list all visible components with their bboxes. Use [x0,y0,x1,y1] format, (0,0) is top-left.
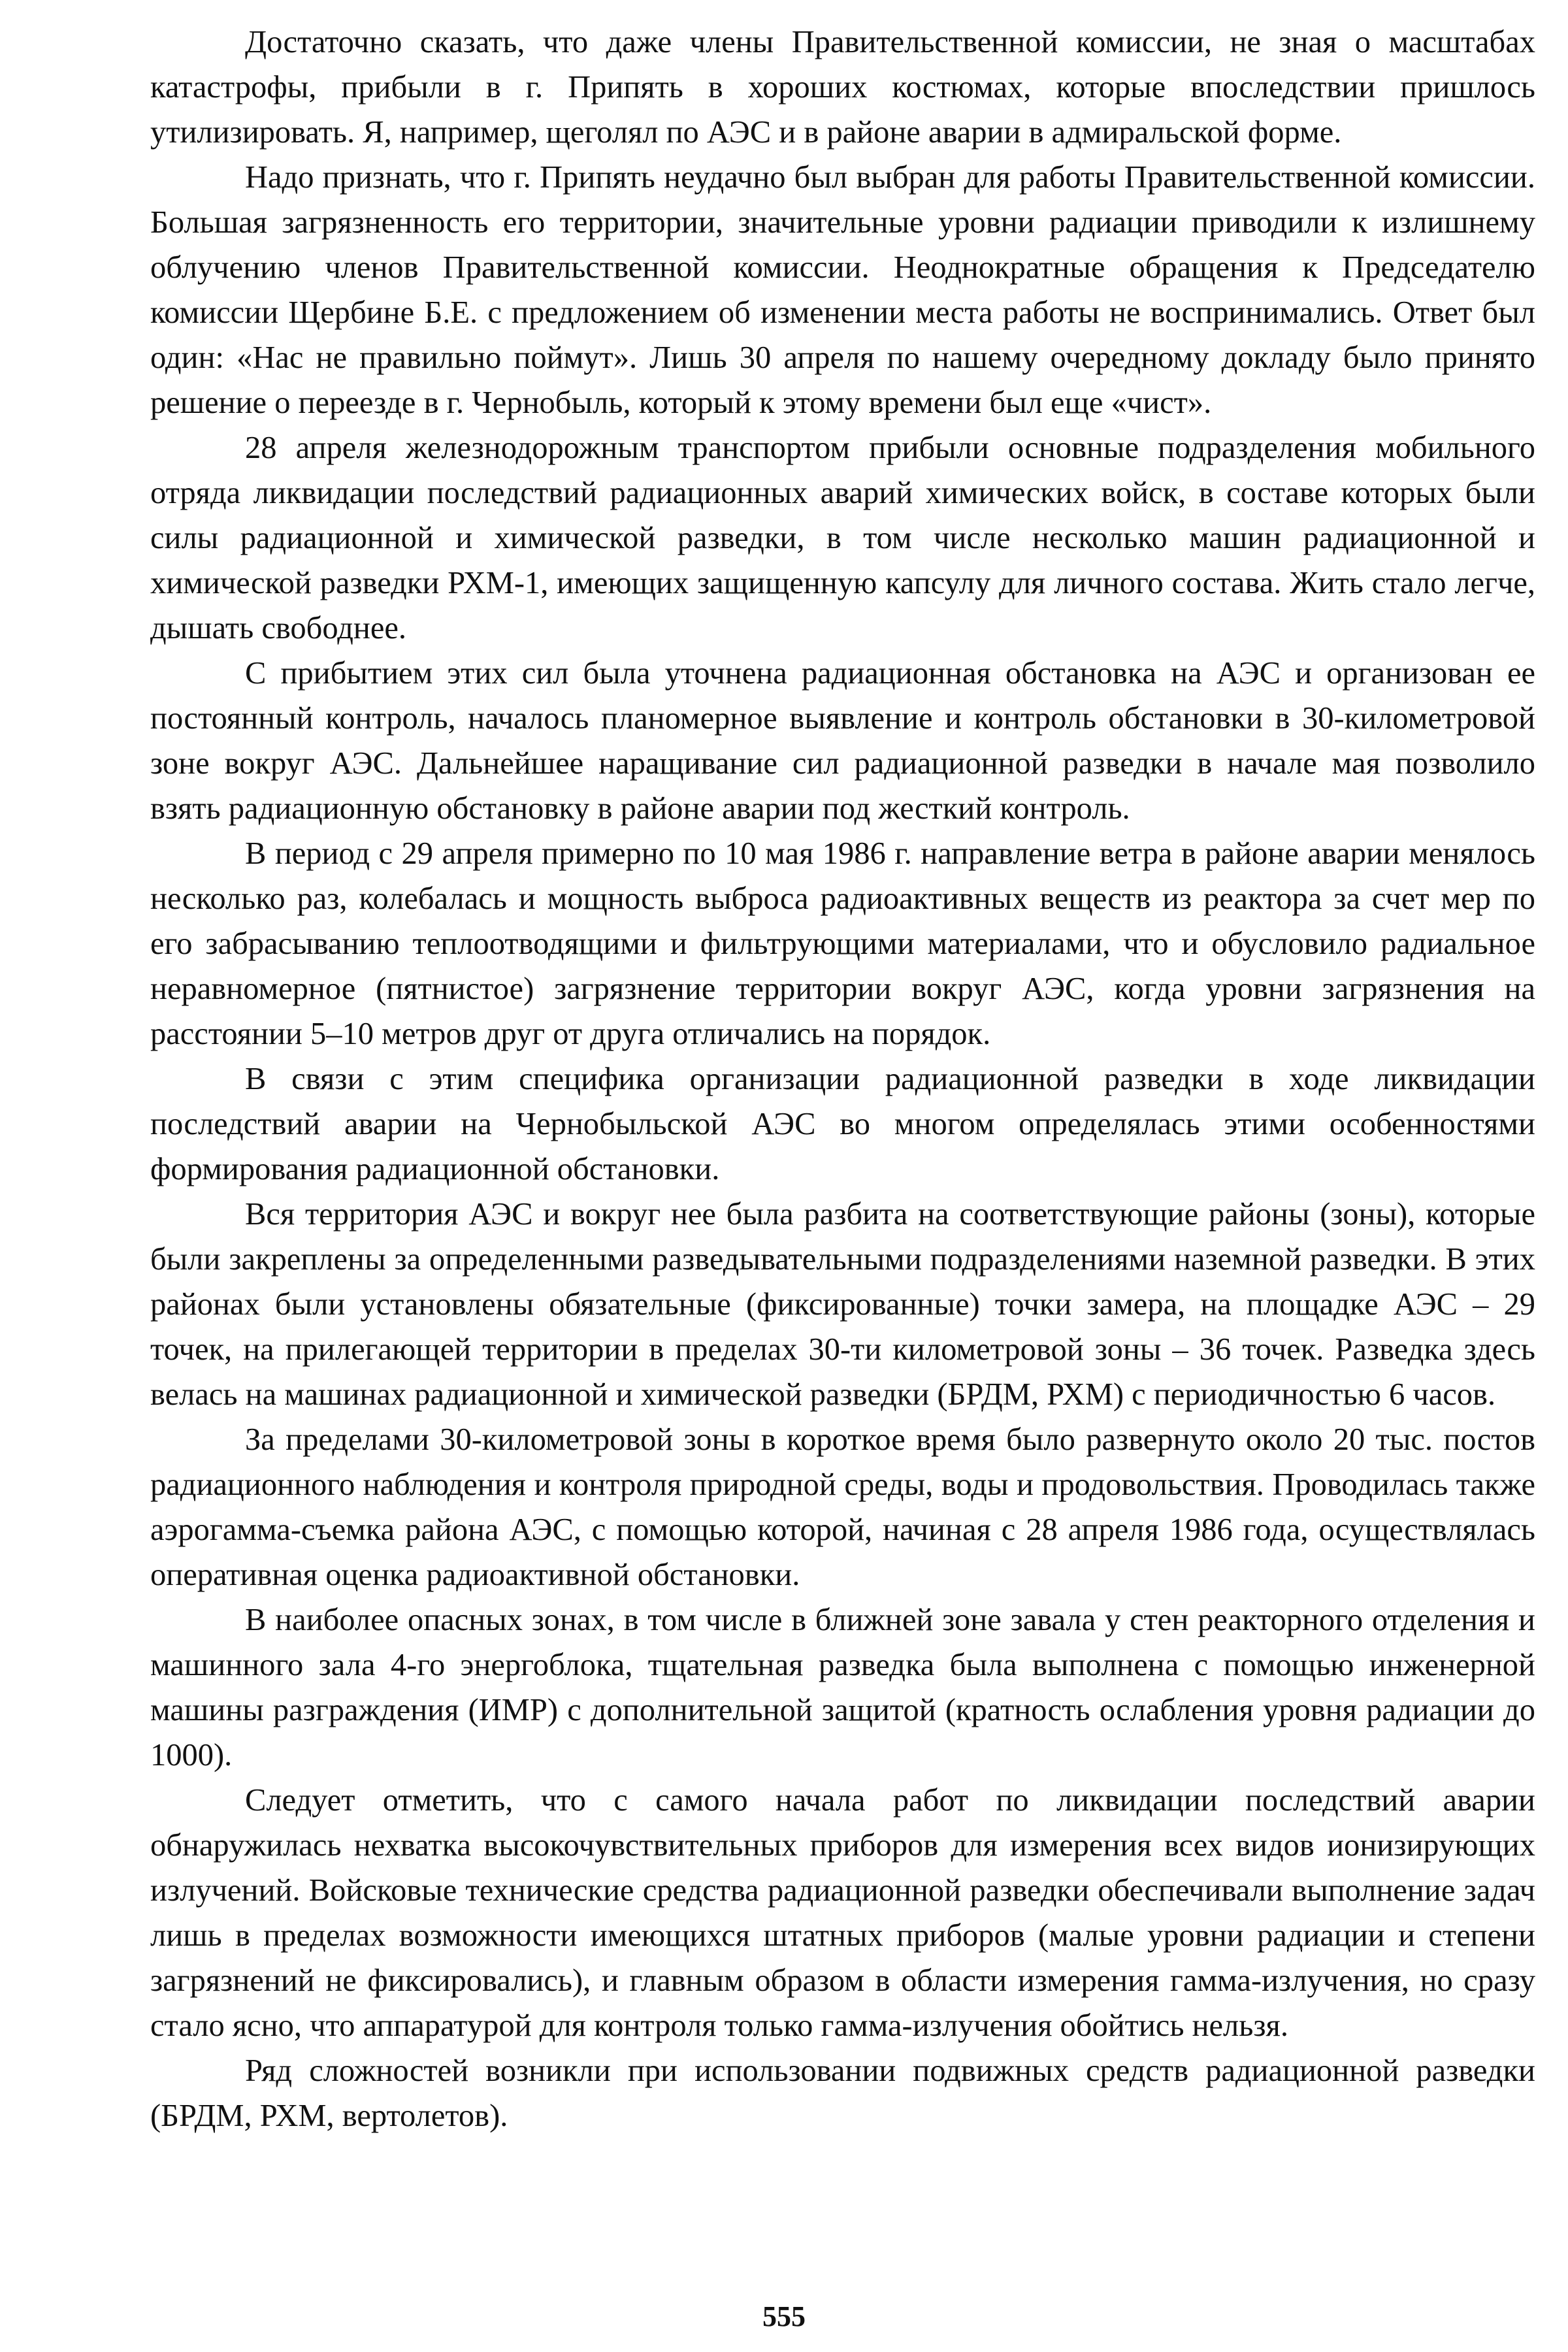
paragraph-1: Достаточно сказать, что даже члены Правительственной комиссии, не зная о масштабах катастрофы, прибыли в г. Припять в хороших костюмах, которые впоследствии пришлось утилизировать. Я, например, щеголял по АЭС и в районе аварии в адмиральской форме. [150,25,1535,150]
paragraph-2: Надо признать, что г. Припять неудачно был выбран для работы Правительственной комиссии. Большая загрязненность его территории, значительные уровни радиации приводили к излишнему облучению членов Правительственной комиссии. Неоднократные обращения к Председателю комиссии Щербине Б.Е. с предложением об изменении места работы не воспринимались. Ответ был один: «Нас не правильно поймут». Лишь 30 апреля по нашему очередному докладу было принято решение о переезде в г. Чернобыль, который к этому времени был еще «чист». [150,160,1535,420]
paragraph-6: В связи с этим специфика организации радиационной разведки в ходе ликвидации последствий аварии на Чернобыльской АЭС во многом определялась этими особенностями формирования радиационной обстановки. [150,1062,1535,1186]
paragraph-10: Следует отметить, что с самого начала работ по ликвидации последствий аварии обнаружилась нехватка высокочувствительных приборов для измерения всех видов ионизирующих излучений. Войсковые технические средства радиационной разведки обеспечивали выполнение задач лишь в пределах возможности имеющихся штатных приборов (малые уровни радиации и степени загрязнений не фиксировались), и главным образом в области измерения гамма-излучения, но сразу стало ясно, что аппаратурой для контроля только гамма-излучения обойтись нельзя. [150,1783,1535,2043]
paragraph-9: В наиболее опасных зонах, в том числе в ближней зоне завала у стен реакторного отделения и машинного зала 4-го энергоблока, тщательная разведка была выполнена с помощью инженерной машины разграждения (ИМР) с дополнительной защитой (кратность ослабления уровня радиации до 1000). [150,1603,1535,1772]
page-body [150,20,1535,2138]
paragraph-5: В период с 29 апреля примерно по 10 мая 1986 г. направление ветра в районе аварии менялось несколько раз, колебалась и мощность выброса радиоактивных веществ из реактора за счет мер по его забрасыванию теплоотводящими и фильтрующими материалами, что и обусловило радиальное неравномерное (пятнистое) загрязнение территории вокруг АЭС, когда уровни загрязнения на расстоянии 5–10 метров друг от друга отличались на порядок. [150,836,1535,1051]
page-number: 555 [762,2300,806,2332]
paragraph-8: За пределами 30-километровой зоны в короткое время было развернуто около 20 тыс. постов радиационного наблюдения и контроля природной среды, воды и продовольствия. Проводилась также аэрогамма-съемка района АЭС, с помощью которой, начиная с 28 апреля 1986 года, осуществлялась оперативная оценка радиоактивной обстановки. [150,1422,1535,1592]
paragraph-3: 28 апреля железнодорожным транспортом прибыли основные подразделения мобильного отряда ликвидации последствий радиационных аварий химических войск, в составе которых были силы радиационной и химической разведки, в том числе несколько машин радиационной и химической разведки РХМ-1, имеющих защищенную капсулу для личного состава. Жить стало легче, дышать свободнее. [150,431,1535,645]
paragraph-4: С прибытием этих сил была уточнена радиационная обстановка на АЭС и организован ее постоянный контроль, началось планомерное выявление и контроль обстановки в 30-километровой зоне вокруг АЭС. Дальнейшее наращивание сил радиационной разведки в начале мая позволило взять радиационную обстановку в районе аварии под жесткий контроль. [150,656,1535,826]
paragraph-11: Ряд сложностей возникли при использовании подвижных средств радиационной разведки (БРДМ, РХМ, вертолетов). [150,2053,1535,2133]
paragraph-7: Вся территория АЭС и вокруг нее была разбита на соответствующие районы (зоны), которые были закреплены за определенными разведывательными подразделениями наземной разведки. В этих районах были установлены обязательные (фиксированные) точки замера, на площадке АЭС – 29 точек, на прилегающей территории в пределах 30-ти километровой зоны – 36 точек. Разведка здесь велась на машинах радиационной и химической разведки (БРДМ, РХМ) с периодичностью 6 часов. [150,1197,1535,1412]
